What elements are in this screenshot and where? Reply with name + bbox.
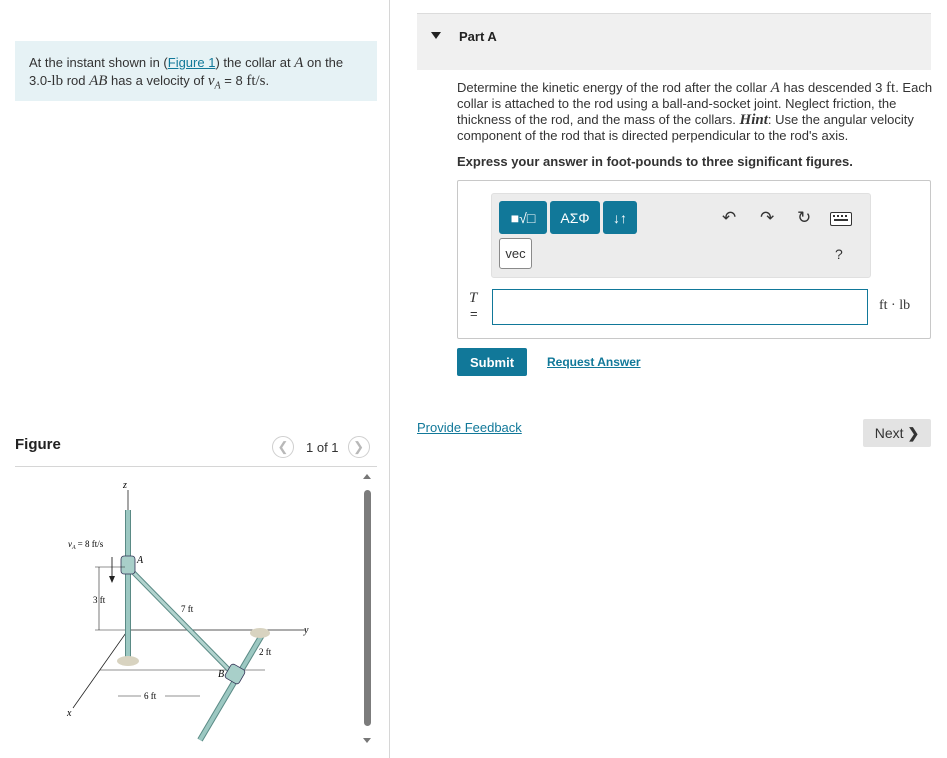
greek-icon: AΣΦ [560, 209, 590, 226]
scroll-down-arrow[interactable] [363, 738, 371, 743]
label-b: B [218, 669, 225, 680]
redo-icon[interactable]: ↷ [760, 208, 775, 227]
x-axis [73, 630, 128, 708]
velocity-unit: ft/s [246, 73, 266, 89]
velocity-sub: A [214, 80, 221, 92]
column-divider [389, 0, 390, 758]
keyboard-icon[interactable] [830, 212, 852, 226]
figure-link[interactable]: Figure 1 [167, 55, 216, 70]
question-unit: ft [886, 80, 896, 96]
part-title: Part A [459, 29, 497, 44]
next-label: Next [874, 425, 904, 441]
prev-figure-button[interactable] [272, 436, 294, 458]
help-button[interactable]: ? [835, 246, 843, 262]
question-fragment: . Each collar is attached to the rod using a ball-and-socket joint. Neglect friction, the thickness of the rod, and the mass of the collars. [457, 80, 933, 127]
dim-3ft: 3 ft [93, 595, 106, 605]
templates-button[interactable] [499, 201, 547, 234]
answer-instruction: Express your answer in foot-pounds to three significant figures. [457, 154, 853, 169]
figure-title: Figure [15, 436, 61, 453]
z-label: z [123, 480, 127, 491]
dim-7ft: 7 ft [181, 604, 194, 614]
greek-button[interactable] [550, 201, 600, 234]
templates-icon: ■√□ [510, 209, 536, 226]
answer-units: ft · lb [879, 298, 911, 313]
collapse-caret-icon [431, 32, 441, 39]
hint-label: Hint [739, 112, 768, 128]
rod-name: AB [89, 73, 108, 89]
var-a: A [294, 55, 304, 71]
problem-text: . [265, 73, 270, 88]
next-figure-button[interactable] [348, 436, 370, 458]
question-var: A [770, 80, 780, 96]
problem-text: has a velocity of [107, 73, 208, 88]
figure-diagram [15, 470, 360, 750]
arrows-button[interactable] [603, 201, 637, 234]
answer-variable: T [469, 290, 478, 306]
question-fragment: has descended 3 [779, 80, 887, 95]
problem-text: rod [63, 73, 90, 88]
y-label: y [304, 625, 309, 636]
problem-text: At the instant shown in ( [29, 55, 168, 70]
reset-icon[interactable]: ↻ [797, 208, 812, 227]
request-answer-link[interactable]: Request Answer [547, 355, 641, 369]
problem-statement [15, 41, 377, 101]
vec-button[interactable] [499, 238, 532, 269]
collar-a [121, 556, 135, 574]
question-fragment: Determine the kinetic energy of the rod after the collar [457, 80, 771, 95]
dim-2ft: 2 ft [259, 647, 272, 657]
problem-text: ) the collar at [215, 55, 295, 70]
problem-text: on the [303, 55, 344, 70]
figure-scrollbar[interactable] [364, 490, 371, 726]
x-label: x [67, 708, 72, 719]
figure-divider [15, 466, 377, 467]
label-a: A [137, 555, 144, 566]
pager-text: 1 of 1 [306, 439, 339, 455]
figure-pager [272, 435, 377, 459]
submit-button[interactable]: Submit [457, 348, 527, 376]
next-button[interactable] [863, 419, 931, 447]
mass-unit: lb [51, 73, 64, 89]
answer-input[interactable] [492, 289, 868, 325]
question-text [457, 80, 935, 144]
scroll-up-arrow[interactable] [363, 474, 371, 479]
math-toolbar [491, 193, 871, 278]
velocity-var: v [207, 73, 215, 89]
arrows-icon: ↓↑ [613, 209, 627, 226]
velocity-value: = 8 [220, 73, 247, 88]
undo-icon[interactable]: ↶ [722, 208, 737, 227]
chevron-right-icon: ❯ [353, 439, 364, 454]
mass-value: 3.0- [29, 73, 52, 88]
question-fragment: : Use the angular velocity component of the rod that is directed perpendicular to the rod's axis. [457, 112, 914, 143]
provide-feedback-link[interactable]: Provide Feedback [417, 420, 522, 435]
chevron-right-icon: ❯ [907, 424, 920, 441]
velocity-label: $v_A = 8$ ft/s [68, 539, 104, 551]
vec-label: vec [505, 246, 526, 261]
part-a-header[interactable] [417, 13, 931, 70]
answer-equals: = [470, 306, 478, 321]
dim-6ft: 6 ft [144, 691, 157, 701]
chevron-left-icon: ❮ [277, 439, 289, 454]
